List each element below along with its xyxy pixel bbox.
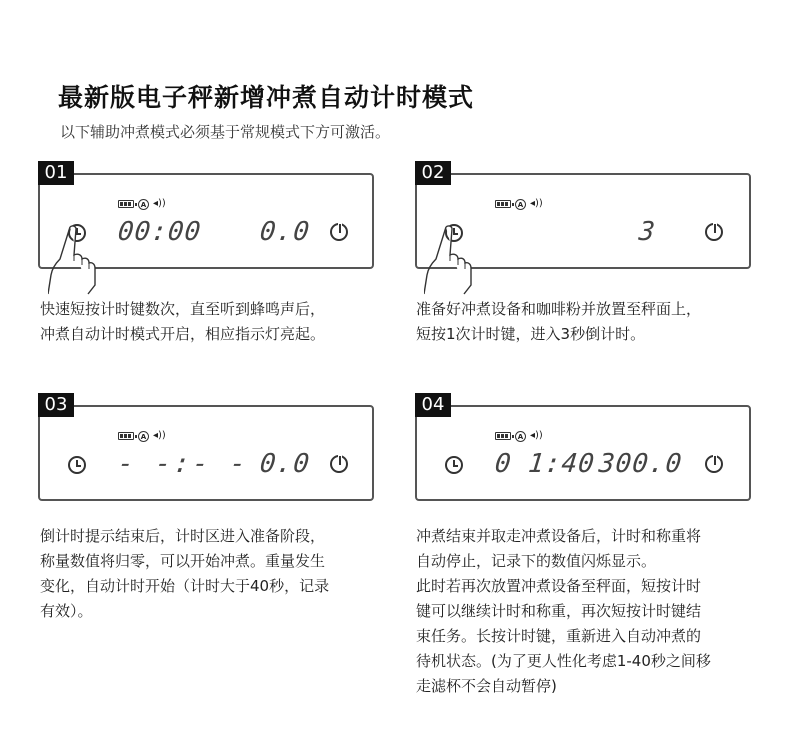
desc-line: 准备好冲煮设备和咖啡粉并放置至秤面上， <box>416 300 702 318</box>
speaker-icon: ◂)) <box>530 198 543 209</box>
pointing-hand-icon <box>48 225 98 295</box>
timer-display: 0 1:40 <box>493 449 597 479</box>
status-indicators <box>118 429 166 443</box>
weight-display: 0.0 <box>258 217 312 247</box>
weight-display: 0.0 <box>258 449 312 479</box>
page-title: 最新版电子秤新增冲煮自动计时模式 <box>58 83 475 112</box>
desc-line: 束任务。长按计时键，重新进入自动冲煮的 <box>416 627 702 645</box>
speaker-icon: ◂)) <box>153 430 166 441</box>
display-panel-03 <box>38 394 374 501</box>
auto-mode-icon: A <box>515 431 526 442</box>
weight-display: 300.0 <box>597 449 684 479</box>
step-badge: 02 <box>415 161 451 185</box>
auto-mode-icon: A <box>138 199 149 210</box>
step-badge: 03 <box>38 393 74 417</box>
desc-line: 快速短按计时键数次，直至听到蜂鸣声后， <box>40 300 326 318</box>
desc-line: 短按1次计时键，进入3秒倒计时。 <box>416 325 646 343</box>
pointing-hand-icon <box>424 225 474 295</box>
power-icon[interactable] <box>705 223 723 241</box>
auto-mode-icon: A <box>515 199 526 210</box>
speaker-icon: ◂)) <box>530 430 543 441</box>
desc-line: 待机状态。(为了更人性化考虑1-40秒之间移 <box>416 652 711 670</box>
desc-line: 冲煮结束并取走冲煮设备后，计时和称重将 <box>416 527 702 545</box>
status-indicators <box>495 197 543 211</box>
battery-icon <box>118 432 134 440</box>
step-03-description <box>40 524 329 624</box>
status-indicators <box>118 197 166 211</box>
desc-line: 称量数值将归零，可以开始冲煮。重量发生 <box>40 552 326 570</box>
desc-line: 自动停止，记录下的数值闪烁显示。 <box>416 552 657 570</box>
desc-line: 倒计时提示结束后，计时区进入准备阶段， <box>40 527 326 545</box>
step-01-description <box>40 297 325 347</box>
desc-line: 走滤杯不会自动暂停) <box>416 677 557 695</box>
power-icon[interactable] <box>330 455 348 473</box>
battery-icon <box>118 200 134 208</box>
power-icon[interactable] <box>330 223 348 241</box>
desc-line: 变化，自动计时开始（计时大于40秒，记录 <box>40 577 330 595</box>
clock-icon[interactable] <box>445 456 463 474</box>
desc-line: 冲煮自动计时模式开启，相应指示灯亮起。 <box>40 325 326 343</box>
step-badge: 01 <box>38 161 74 185</box>
status-indicators <box>495 429 543 443</box>
timer-display: - -:- - <box>116 449 251 479</box>
battery-icon <box>495 432 511 440</box>
display-panel-04 <box>415 394 751 501</box>
battery-icon <box>495 200 511 208</box>
speaker-icon: ◂)) <box>153 198 166 209</box>
power-icon[interactable] <box>705 455 723 473</box>
page-subtitle: 以下辅助冲煮模式必须基于常规模式下方可激活。 <box>60 123 391 141</box>
step-badge: 04 <box>415 393 451 417</box>
auto-mode-icon: A <box>138 431 149 442</box>
step-02-description <box>416 297 701 347</box>
desc-line: 此时若再次放置冲煮设备至秤面，短按计时 <box>416 577 702 595</box>
weight-display: 3 <box>637 217 658 247</box>
step-04-description <box>416 524 711 699</box>
clock-icon[interactable] <box>68 456 86 474</box>
desc-line: 键可以继续计时和称重，再次短按计时键结 <box>416 602 702 620</box>
timer-display: 00:00 <box>116 217 203 247</box>
desc-line: 有效）。 <box>40 602 93 620</box>
